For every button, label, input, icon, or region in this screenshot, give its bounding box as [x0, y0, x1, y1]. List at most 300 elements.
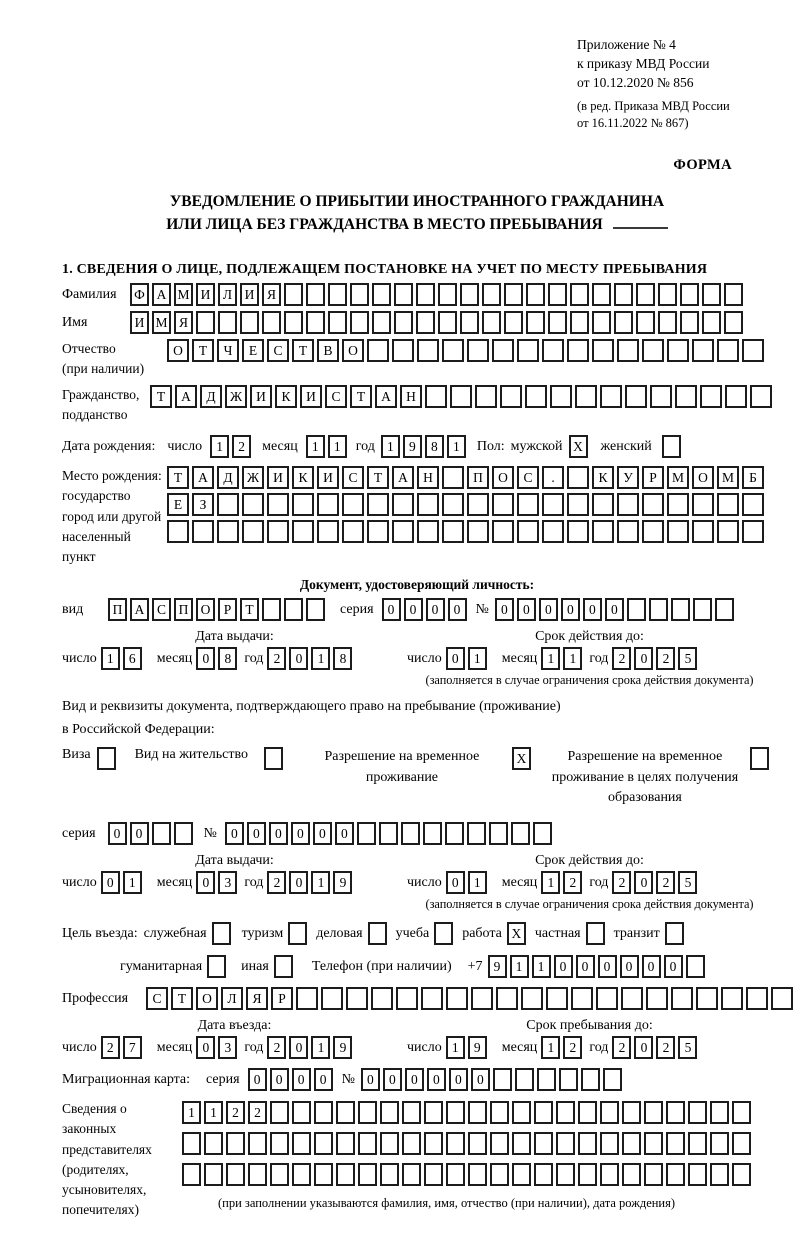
- form-cell: [346, 987, 368, 1010]
- entry-date-col: [62, 1018, 407, 1059]
- res-valid-col: [407, 853, 772, 912]
- form-cell: 0: [598, 955, 617, 978]
- form-cell: [537, 1068, 556, 1091]
- form-cell: 1: [541, 1036, 560, 1059]
- form-cell: 2: [563, 871, 582, 894]
- form-cell: 0: [196, 647, 215, 670]
- form-cell: [710, 1101, 729, 1124]
- res-issue-col: [62, 853, 407, 912]
- form-cell: З: [192, 493, 214, 516]
- form-cell: [742, 339, 764, 362]
- form-cell: [496, 987, 518, 1010]
- form-cell: [475, 385, 497, 408]
- form-cell: [97, 747, 116, 770]
- form-cell: [342, 493, 364, 516]
- form-cell: 0: [517, 598, 536, 621]
- residence-doc-dates: [62, 853, 772, 912]
- form-cell: [226, 1132, 245, 1155]
- day-label: число: [62, 650, 97, 666]
- birthplace-row: [62, 466, 772, 567]
- form-cell: 1: [447, 435, 466, 458]
- form-cell: [489, 822, 508, 845]
- purpose-transit-checkbox: [665, 922, 687, 945]
- form-cell: [546, 987, 568, 1010]
- form-cell: [446, 1163, 465, 1186]
- form-cell: [617, 339, 639, 362]
- sex-label: Пол:: [476, 438, 505, 454]
- form-cell: [715, 598, 734, 621]
- form-cell: [296, 987, 318, 1010]
- migration-card-row: [62, 1068, 772, 1091]
- form-cell: [542, 520, 564, 543]
- form-cell: [306, 598, 325, 621]
- order-ref-line: к приказу МВД России: [577, 55, 710, 71]
- form-cell: 2: [612, 647, 631, 670]
- stay-until-line: [407, 1036, 772, 1059]
- day-label: число: [407, 1039, 442, 1055]
- form-cell: Р: [642, 466, 664, 489]
- form-cell: [174, 822, 193, 845]
- form-cell: [467, 339, 489, 362]
- form-cell: 0: [576, 955, 595, 978]
- form-cell: [600, 1132, 619, 1155]
- form-cell: А: [375, 385, 397, 408]
- form-cell: [350, 311, 369, 334]
- form-cell: [512, 1163, 531, 1186]
- form-cell: [372, 311, 391, 334]
- form-cell: [317, 520, 339, 543]
- year-label: год: [244, 874, 264, 890]
- form-cell: 0: [605, 598, 624, 621]
- form-cell: П: [108, 598, 127, 621]
- entry-purpose-row2: [120, 955, 772, 978]
- form-cell: [492, 520, 514, 543]
- form-cell: Ж: [242, 466, 264, 489]
- residence-doc-types-row: [62, 747, 772, 808]
- form-cell: [614, 311, 633, 334]
- birth-month-cells: [306, 435, 350, 458]
- form-cell: 1: [210, 435, 229, 458]
- form-cell: 2: [612, 871, 631, 894]
- form-cell: [270, 1132, 289, 1155]
- guardians-note: (при заполнении указываются фамилия, имя, отчество (при наличии), дата рождения): [218, 1196, 676, 1211]
- form-cell: [578, 1101, 597, 1124]
- form-cell: [688, 1101, 707, 1124]
- form-cell: 2: [656, 1036, 675, 1059]
- form-cell: [512, 1101, 531, 1124]
- valid-until-heading: Срок действия до:: [535, 629, 644, 645]
- form-cell: 0: [539, 598, 558, 621]
- form-cell: [658, 283, 677, 306]
- form-cell: [550, 385, 572, 408]
- form-cell: 0: [426, 598, 445, 621]
- form-cell: [710, 1132, 729, 1155]
- form-cell: [592, 339, 614, 362]
- form-cell: [357, 822, 376, 845]
- form-cell: 0: [269, 822, 288, 845]
- purpose-business-checkbox: [368, 922, 390, 945]
- form-cell: С: [267, 339, 289, 362]
- form-title: [62, 190, 772, 237]
- form-cell: [642, 520, 664, 543]
- form-cell: [264, 747, 283, 770]
- form-cell: [567, 339, 589, 362]
- form-cell: [358, 1132, 377, 1155]
- form-cell: О: [167, 339, 189, 362]
- form-cell: С: [325, 385, 347, 408]
- form-cell: Л: [218, 283, 237, 306]
- form-cell: 0: [427, 1068, 446, 1091]
- birthplace-cells-block: [167, 466, 767, 543]
- form-cell: [182, 1163, 201, 1186]
- form-cell: И: [317, 466, 339, 489]
- id-issue-month-cells: [196, 647, 240, 670]
- purpose-private-checkbox: [586, 922, 608, 945]
- temp-residence-item: [302, 747, 534, 788]
- form-cell: [688, 1163, 707, 1186]
- form-cell: [592, 520, 614, 543]
- mig-number-cells: [361, 1068, 625, 1091]
- form-cell: П: [467, 466, 489, 489]
- form-cell: [350, 283, 369, 306]
- form-cell: [460, 311, 479, 334]
- form-cell: [270, 1101, 289, 1124]
- form-cell: 8: [425, 435, 444, 458]
- form-cell: Я: [262, 283, 281, 306]
- form-cell: [533, 822, 552, 845]
- form-cell: [204, 1163, 223, 1186]
- form-cell: [617, 493, 639, 516]
- form-cell: [207, 955, 226, 978]
- form-cell: [721, 987, 743, 1010]
- form-cell: [725, 385, 747, 408]
- temp-residence-edu-label: Разрешение на временное проживание в целях получения образования: [551, 749, 739, 805]
- patronymic-cells: [167, 339, 767, 362]
- purpose-work-label: работа: [462, 925, 502, 941]
- form-cell: [771, 987, 793, 1010]
- form-cell: Д: [200, 385, 222, 408]
- form-cell: [556, 1163, 575, 1186]
- form-cell: [750, 385, 772, 408]
- form-cell: [526, 311, 545, 334]
- blank-underline: [613, 216, 668, 229]
- residence-permit-checkbox: [264, 747, 286, 770]
- form-cell: [592, 311, 611, 334]
- form-cell: П: [174, 598, 193, 621]
- entry-date-heading: Дата въезда:: [197, 1018, 272, 1034]
- form-cell: 3: [218, 871, 237, 894]
- form-cell: [534, 1132, 553, 1155]
- res-valid-year-cells: [612, 871, 700, 894]
- form-cell: М: [717, 466, 739, 489]
- year-label: год: [589, 874, 609, 890]
- form-cell: [314, 1101, 333, 1124]
- profession-label: Профессия: [62, 990, 129, 1006]
- form-cell: М: [174, 283, 193, 306]
- form-cell: 0: [225, 822, 244, 845]
- form-cell: 0: [383, 1068, 402, 1091]
- form-cell: 1: [204, 1101, 223, 1124]
- form-cell: Ф: [130, 283, 149, 306]
- form-cell: [696, 987, 718, 1010]
- form-cell: Е: [167, 493, 189, 516]
- form-cell: [504, 311, 523, 334]
- form-cell: 0: [634, 1036, 653, 1059]
- citizenship-label: Гражданство, подданство: [62, 386, 140, 422]
- form-cell: [434, 922, 453, 945]
- patronymic-row: [62, 339, 772, 380]
- form-cell: [667, 339, 689, 362]
- id-valid-col: [407, 629, 772, 688]
- form-cell: [636, 283, 655, 306]
- form-cell: [570, 283, 589, 306]
- phone-cells: [488, 955, 708, 978]
- form-cell: О: [196, 987, 218, 1010]
- form-cell: [614, 283, 633, 306]
- form-cell: 0: [335, 822, 354, 845]
- form-cell: [504, 283, 523, 306]
- form-cell: [700, 385, 722, 408]
- form-cell: [702, 311, 721, 334]
- surname-row: [62, 283, 772, 306]
- profession-cells: [146, 987, 796, 1010]
- form-cell: В: [317, 339, 339, 362]
- form-cell: [511, 822, 530, 845]
- form-cell: [468, 1163, 487, 1186]
- form-cell: [392, 493, 414, 516]
- form-cell: [442, 339, 464, 362]
- form-cell: [204, 1132, 223, 1155]
- id-issue-day-cells: [101, 647, 145, 670]
- form-cell: [306, 311, 325, 334]
- form-cell: [692, 493, 714, 516]
- day-label: число: [62, 1039, 97, 1055]
- form-cell: [600, 1163, 619, 1186]
- form-cell: Н: [417, 466, 439, 489]
- form-cell: [581, 1068, 600, 1091]
- form-cell: О: [196, 598, 215, 621]
- surname-label: Фамилия: [62, 286, 117, 302]
- form-cell: [467, 520, 489, 543]
- visa-item: [62, 747, 119, 770]
- form-cell: 0: [449, 1068, 468, 1091]
- form-cell: 9: [403, 435, 422, 458]
- form-cell: 2: [232, 435, 251, 458]
- form-cell: 0: [101, 871, 120, 894]
- res-series-cells: [108, 822, 196, 845]
- form-cell: С: [342, 466, 364, 489]
- form-cell: 0: [634, 647, 653, 670]
- form-cell: X: [512, 747, 531, 770]
- birth-date-row: [62, 435, 772, 458]
- form-cell: [490, 1132, 509, 1155]
- form-cell: [248, 1132, 267, 1155]
- female-label: женский: [600, 438, 652, 454]
- surname-cells: [130, 283, 746, 306]
- issue-date-heading: Дата выдачи:: [195, 853, 274, 869]
- form-cell: [617, 520, 639, 543]
- stay-until-heading: Срок пребывания до:: [526, 1018, 653, 1034]
- form-cell: [217, 493, 239, 516]
- form-cell: [556, 1101, 575, 1124]
- year-label: год: [589, 1039, 609, 1055]
- form-cell: [567, 493, 589, 516]
- form-cell: [675, 385, 697, 408]
- res-issue-month-cells: [196, 871, 240, 894]
- entry-month-cells: [196, 1036, 240, 1059]
- purpose-other-checkbox: [274, 955, 296, 978]
- form-cell: Т: [167, 466, 189, 489]
- form-cell: 0: [130, 822, 149, 845]
- form-cell: Е: [242, 339, 264, 362]
- form-cell: [586, 922, 605, 945]
- residence-permit-item: [135, 747, 286, 770]
- form-cell: [724, 283, 743, 306]
- form-cell: [646, 987, 668, 1010]
- res-number-cells: [225, 822, 555, 845]
- form-cell: [482, 311, 501, 334]
- form-cell: 2: [656, 647, 675, 670]
- form-cell: [342, 520, 364, 543]
- form-cell: [512, 1132, 531, 1155]
- form-cell: [742, 520, 764, 543]
- form-cell: [732, 1163, 751, 1186]
- form-cell: [724, 311, 743, 334]
- guardians-cells-row2: [182, 1132, 754, 1155]
- form-cell: [746, 987, 768, 1010]
- entry-day-cells: [101, 1036, 145, 1059]
- form-cell: [402, 1163, 421, 1186]
- year-label: год: [244, 650, 264, 666]
- order-ref-edition: (в ред. Приказа МВД России: [577, 98, 730, 113]
- form-cell: [492, 339, 514, 362]
- form-cell: [642, 339, 664, 362]
- form-cell: 1: [541, 647, 560, 670]
- form-cell: [446, 1101, 465, 1124]
- purpose-work-checkbox: [507, 922, 529, 945]
- form-cell: [328, 311, 347, 334]
- form-cell: 9: [468, 1036, 487, 1059]
- guardians-label: Сведения о законных представителях (родителях, усыновителях, попечителях): [62, 1101, 152, 1218]
- form-cell: 2: [267, 1036, 286, 1059]
- form-cell: [402, 1132, 421, 1155]
- residence-permit-label: Вид на жительство: [134, 747, 248, 763]
- form-cell: 5: [678, 1036, 697, 1059]
- form-cell: И: [130, 311, 149, 334]
- residence-doc-line2: в Российской Федерации:: [62, 721, 215, 737]
- birth-year-cells: [381, 435, 469, 458]
- form-cell: А: [175, 385, 197, 408]
- entry-purpose-label: Цель въезда:: [62, 925, 138, 941]
- form-cell: [517, 520, 539, 543]
- form-cell: [442, 520, 464, 543]
- form-cell: 2: [612, 1036, 631, 1059]
- form-cell: [750, 747, 769, 770]
- citizenship-row: [62, 385, 772, 426]
- form-cell: [578, 1163, 597, 1186]
- form-cell: 9: [488, 955, 507, 978]
- form-cell: [468, 1101, 487, 1124]
- phone-prefix: +7: [467, 958, 483, 974]
- form-cell: [662, 435, 681, 458]
- form-cell: 0: [289, 647, 308, 670]
- form-cell: [644, 1163, 663, 1186]
- form-cell: Т: [367, 466, 389, 489]
- form-cell: [262, 311, 281, 334]
- form-cell: 1: [468, 871, 487, 894]
- purpose-official-label: служебная: [143, 925, 207, 941]
- form-cell: [421, 987, 443, 1010]
- form-cell: [622, 1101, 641, 1124]
- form-cell: [644, 1101, 663, 1124]
- form-cell: [515, 1068, 534, 1091]
- form-cell: Т: [240, 598, 259, 621]
- form-cell: [242, 520, 264, 543]
- id-valid-day-cells: [446, 647, 490, 670]
- form-cell: 1: [311, 647, 330, 670]
- day-label: число: [407, 650, 442, 666]
- form-cell: X: [569, 435, 588, 458]
- form-cell: 0: [446, 871, 465, 894]
- form-cell: 7: [123, 1036, 142, 1059]
- form-cell: [358, 1163, 377, 1186]
- form-cell: 0: [247, 822, 266, 845]
- entry-date-line: [62, 1036, 407, 1059]
- id-number-cells: [495, 598, 737, 621]
- form-cell: [627, 598, 646, 621]
- year-label: год: [244, 1039, 264, 1055]
- form-cell: Р: [271, 987, 293, 1010]
- res-issue-day-cells: [101, 871, 145, 894]
- order-ref-line: от 10.12.2020 № 856: [577, 74, 694, 90]
- form-cell: [394, 283, 413, 306]
- form-cell: Я: [174, 311, 193, 334]
- form-cell: [600, 1101, 619, 1124]
- id-issue-line: [62, 647, 407, 670]
- form-cell: [212, 922, 231, 945]
- form-cell: [596, 987, 618, 1010]
- form-cell: [517, 493, 539, 516]
- form-cell: 3: [218, 1036, 237, 1059]
- form-cell: [372, 283, 391, 306]
- form-cell: [380, 1163, 399, 1186]
- form-cell: 5: [678, 871, 697, 894]
- form-cell: 1: [101, 647, 120, 670]
- month-label: месяц: [156, 650, 193, 666]
- form-cell: [548, 283, 567, 306]
- form-cell: [492, 493, 514, 516]
- form-cell: А: [392, 466, 414, 489]
- form-cell: [438, 283, 457, 306]
- form-cell: 0: [313, 822, 332, 845]
- form-cell: [367, 339, 389, 362]
- number-sign: №: [203, 825, 217, 841]
- form-cell: [423, 822, 442, 845]
- form-cell: [625, 385, 647, 408]
- form-cell: [710, 1163, 729, 1186]
- visa-label: Виза: [62, 747, 91, 763]
- form-cell: Д: [217, 466, 239, 489]
- form-cell: [542, 339, 564, 362]
- purpose-study-label: учеба: [395, 925, 430, 941]
- form-cell: [500, 385, 522, 408]
- form-cell: 9: [333, 1036, 352, 1059]
- form-cell: 0: [446, 647, 465, 670]
- form-cell: 1: [541, 871, 560, 894]
- month-label: месяц: [156, 874, 193, 890]
- res-valid-line: [407, 871, 772, 894]
- form-cell: [559, 1068, 578, 1091]
